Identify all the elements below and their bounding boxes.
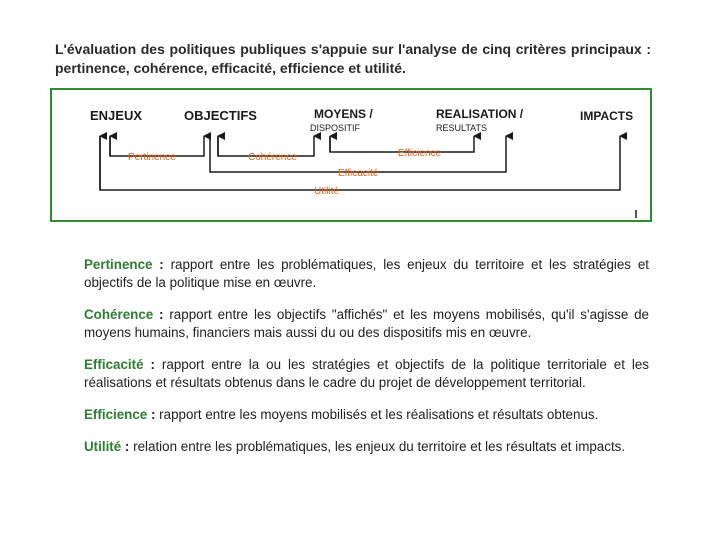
definition-efficacite — [84, 356, 649, 392]
header-realisation: REALISATION / — [436, 107, 524, 121]
term-pertinence: Pertinence — [84, 257, 153, 272]
term-utilite: Utilité — [84, 439, 122, 454]
header-impacts: IMPACTS — [580, 109, 634, 123]
term-efficience: Efficience — [84, 407, 148, 422]
relation-utilite: Utilité — [314, 186, 340, 197]
definition-pertinence — [84, 256, 649, 292]
definition-text: rapport entre la ou les stratégies et objectifs de la politique territoriale et les réalisations et résultats obtenus dans le cadre du projet de développement territorial. — [84, 357, 649, 390]
evaluation-diagram-svg — [52, 90, 654, 224]
term-efficacite: Efficacité — [84, 357, 144, 372]
evaluation-diagram — [50, 88, 652, 222]
definition-coherence — [84, 306, 649, 342]
relation-efficience: Efficience — [398, 148, 442, 159]
header-moyens-sub: DISPOSITIF — [310, 123, 361, 133]
definition-utilite — [84, 438, 649, 456]
term-coherence: Cohérence — [84, 307, 154, 322]
header-moyens: MOYENS / — [314, 107, 373, 121]
definition-text: rapport entre les moyens mobilisés et les réalisations et résultats obtenus. — [159, 407, 599, 422]
definition-sep: : — [147, 407, 160, 422]
intro-paragraph: L'évaluation des politiques publiques s'appuie sur l'analyse de cinq critères principaux : pertinence, cohérence, efficacité, efficience et utilité. — [55, 41, 651, 76]
definition-sep: : — [152, 257, 171, 272]
relation-efficacite: Efficacité — [338, 168, 379, 179]
header-objectifs: OBJECTIFS — [184, 108, 257, 123]
relation-coherence: Cohérence — [248, 152, 297, 163]
definition-sep: : — [143, 357, 162, 372]
definitions-list — [84, 256, 649, 470]
relation-pertinence: Pertinence — [128, 152, 176, 163]
header-enjeux: ENJEUX — [90, 108, 143, 123]
utilite-connector — [100, 136, 620, 190]
definition-sep: : — [153, 307, 170, 322]
definition-text: relation entre les problématiques, les enjeux du territoire et les résultats et impacts. — [133, 439, 626, 454]
header-realisation-sub: RESULTATS — [436, 123, 488, 133]
definition-text: rapport entre les objectifs "affichés" et les moyens mobilisés, qu'il s'agisse de moyens humains, financiers mais aussi du ou des dispositifs mis en œuvre. — [84, 307, 649, 340]
definition-text: rapport entre les problématiques, les enjeux du territoire et les stratégies et objectifs de la politique mise en œuvre. — [84, 257, 649, 290]
definition-sep: : — [121, 439, 134, 454]
definition-efficience — [84, 406, 649, 424]
